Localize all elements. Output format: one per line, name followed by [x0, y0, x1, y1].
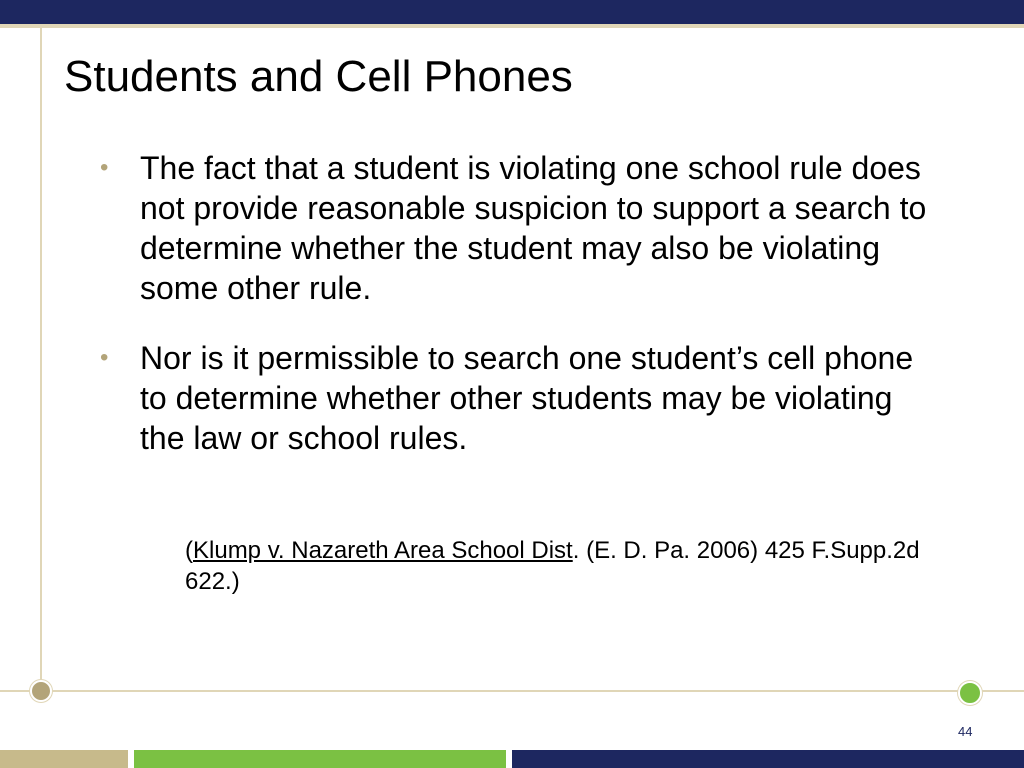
- bullet-text: Nor is it permissible to search one student’s cell phone to determine whether other students may be violating the law or school rules.: [140, 340, 914, 456]
- slide-title: Students and Cell Phones: [64, 52, 573, 101]
- top-accent-line: [0, 24, 1024, 28]
- tan-circle-ornament: [30, 680, 52, 702]
- page-number: 44: [958, 724, 973, 739]
- vertical-divider: [40, 28, 42, 692]
- bullet-item: [100, 148, 930, 308]
- case-name-link[interactable]: Klump v. Nazareth Area School Dist: [193, 537, 573, 564]
- bullet-icon: •: [100, 344, 109, 371]
- bullet-icon: •: [100, 154, 109, 181]
- footer-navy-segment: [512, 750, 1024, 768]
- bullet-text: The fact that a student is violating one school rule does not provide reasonable suspicion to support a search to determine whether the student may also be violating some other rule.: [140, 150, 927, 306]
- bullet-item: [100, 338, 930, 458]
- horizontal-divider: [0, 690, 1024, 692]
- bullet-list: [100, 148, 930, 488]
- footer-tan-segment: [0, 750, 128, 768]
- top-navy-bar: [0, 0, 1024, 24]
- citation-open-paren: (: [185, 537, 193, 564]
- green-circle-ornament: [958, 681, 982, 705]
- footer-green-segment: [134, 750, 506, 768]
- footer-bar: [0, 750, 1024, 768]
- case-citation: [185, 535, 935, 597]
- citation-details: . (E. D. Pa. 2006) 425 F.Supp.2d 622.): [185, 537, 920, 595]
